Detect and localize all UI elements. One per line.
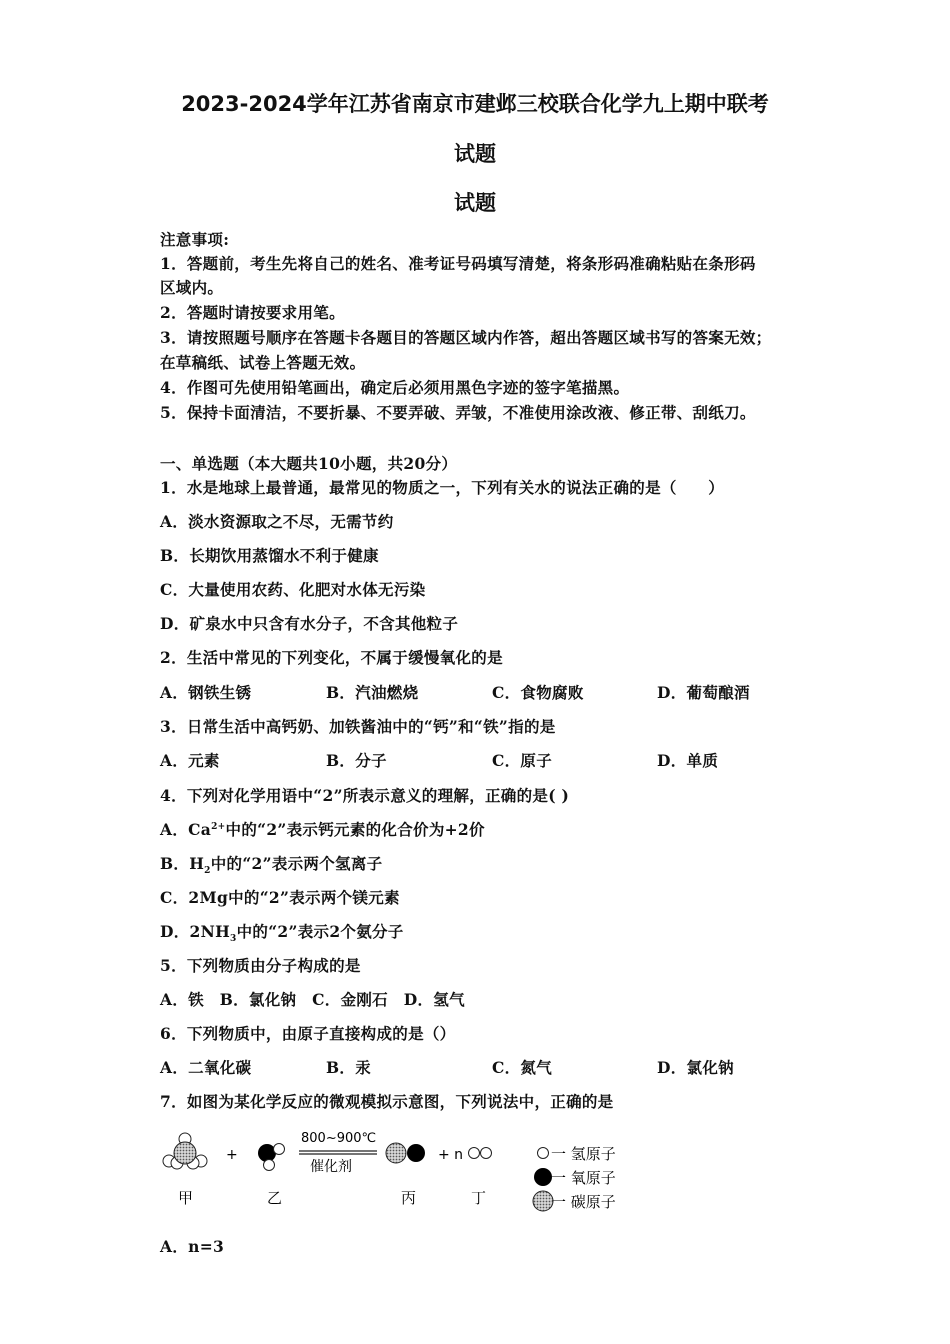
question-5-stem: 5．下列物质由分子构成的是 [160,956,361,975]
question-4-stem: 4．下列对化学用语中“2”所表示意义的理解，正确的是( ) [160,786,570,805]
question-2-option-b: B．汽油燃烧 [326,683,419,702]
notice-item: 区域内。 [160,278,224,297]
reaction-temperature: 800~900℃ [301,1131,377,1146]
page-subtitle: 试题 [454,142,496,166]
legend-hydrogen-swatch [538,1148,549,1159]
page-title: 2023-2024学年江苏省南京市建邺三校联合化学九上期中联考 [181,92,769,116]
question-3-option-a: A．元素 [160,751,220,770]
question-3-option-c: C．原子 [492,751,553,770]
section-heading: 一、单选题（本大题共10小题，共20分） [160,454,458,473]
molecule-bing [386,1143,425,1163]
question-6-option-d: D．氯化钠 [657,1058,734,1077]
question-4-option-c: C．2Mg中的“2”表示两个镁元素 [160,888,400,907]
notice-item: 在草稿纸、试卷上答题无效。 [160,353,366,372]
legend-oxygen-swatch [534,1168,552,1186]
plus-n: + n [438,1147,464,1163]
legend [533,1145,616,1211]
question-1-option-d: D．矿泉水中只含有水分子，不含其他粒子 [160,614,459,633]
label-bing: 丙 [401,1189,417,1207]
question-2-option-d: D．葡萄酿酒 [657,683,750,702]
page-subtitle-2: 试题 [454,191,496,215]
question-3-option-b: B．分子 [326,751,387,770]
question-6-option-a: A．二氧化碳 [160,1058,252,1077]
question-3-stem: 3．日常生活中高钙奶、加铁酱油中的“钙”和“铁”指的是 [160,717,556,736]
question-4-option-a: A．$Ca^{2+}$中的“2”表示钙元素的化合价为+2价 [160,820,485,839]
plus-sign: + [226,1147,238,1163]
reaction-catalyst: 催化剂 [310,1159,352,1175]
notice-heading: 注意事项: [160,230,230,249]
question-4-option-b: B．$H_2$中的“2”表示两个氢离子 [160,854,383,877]
reaction-diagram [155,1125,655,1225]
molecule-jia [163,1133,207,1169]
label-yi: 乙 [267,1189,283,1207]
question-7-option-a: A．n=3 [160,1237,225,1256]
question-6-stem: 6．下列物质中，由原子直接构成的是（） [160,1024,456,1043]
notice-item: 5．保持卡面清洁，不要折暴、不要弄破、弄皱，不准使用涂改液、修正带、刮纸刀。 [160,403,756,422]
legend-oxygen: 一 氧原子 [551,1169,616,1187]
notice-item: 3．请按照题号顺序在答题卡各题目的答题区域内作答，超出答题区域书写的答案无效； [160,328,772,347]
notice-item: 1．答题前，考生先将自己的姓名、准考证号码填写清楚，将条形码准确粘贴在条形码 [160,254,756,273]
question-6-option-b: B．汞 [326,1058,372,1077]
legend-carbon-swatch [533,1191,553,1211]
question-1-stem: 1．水是地球上最普通，最常见的物质之一，下列有关水的说法正确的是（ ） [160,478,725,497]
question-4-option-d: D．$2NH_3$中的“2”表示2个氨分子 [160,922,404,945]
question-3-option-d: D．单质 [657,751,719,770]
molecule-yi [258,1144,285,1171]
question-2-stem: 2．生活中常见的下列变化，不属于缓慢氧化的是 [160,648,503,667]
legend-hydrogen: 一 氢原子 [551,1145,616,1163]
question-2-option-c: C．食物腐败 [492,683,584,702]
label-jia: 甲 [178,1189,194,1207]
label-ding: 丁 [471,1189,487,1207]
question-5-options: A．铁 B．氯化钠 C．金刚石 D．氢气 [160,990,465,1009]
question-7-stem: 7．如图为某化学反应的微观模拟示意图，下列说法中，正确的是 [160,1092,614,1111]
notice-item: 2．答题时请按要求用笔。 [160,303,345,322]
question-2-option-a: A．钢铁生锈 [160,683,252,702]
question-1-option-c: C．大量使用农药、化肥对水体无污染 [160,580,426,599]
legend-carbon: 一 碳原子 [551,1193,616,1211]
question-6-option-c: C．氮气 [492,1058,553,1077]
question-1-option-a: A．淡水资源取之不尽，无需节约 [160,512,394,531]
molecule-ding [469,1148,492,1159]
notice-item: 4．作图可先使用铅笔画出，确定后必须用黑色字迹的签字笔描黑。 [160,378,630,397]
question-1-option-b: B．长期饮用蒸馏水不利于健康 [160,546,379,565]
